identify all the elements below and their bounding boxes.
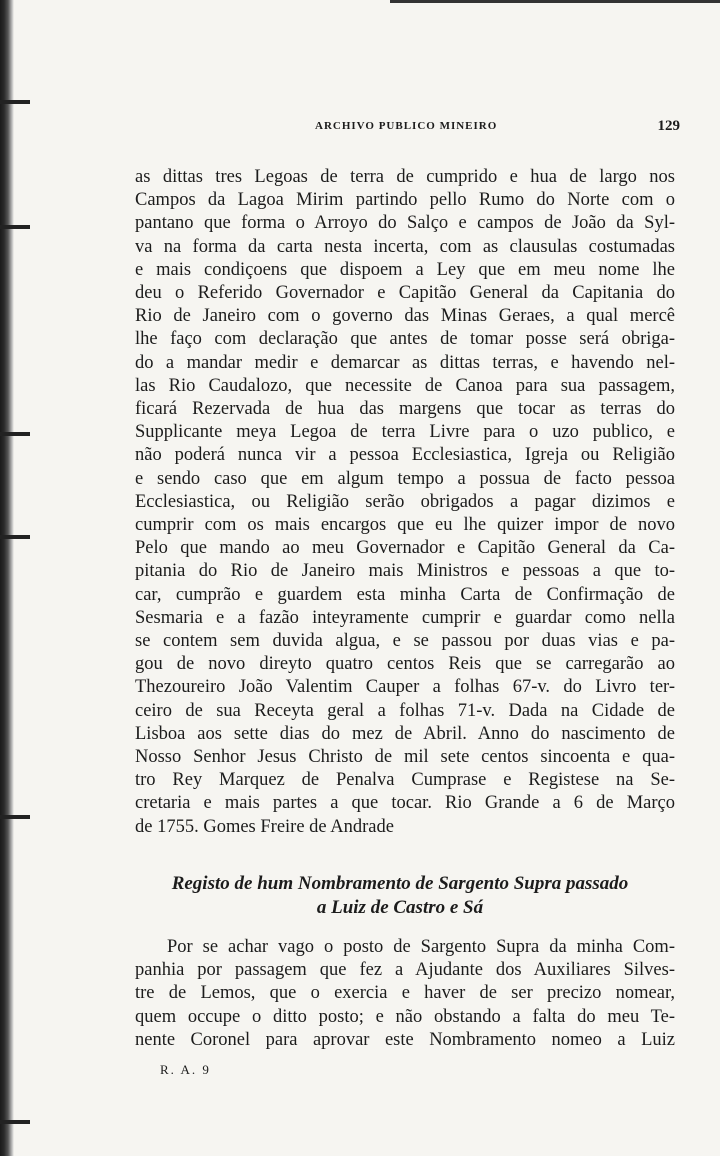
text-line: Lisboa aos sette dias do mez de Abril. Anno do nascimento de <box>135 723 675 744</box>
running-head: ARCHIVO PUBLICO MINEIRO <box>315 120 498 132</box>
text-line: não poderá nunca vir a pessoa Ecclesiastica, Igreja ou Religião <box>135 445 675 466</box>
text-line: ceiro de sua Receyta geral a folhas 71-v. Dada na Cidade de <box>135 700 675 721</box>
text-line: as dittas tres Legoas de terra de cumprido e hua de largo nos <box>135 167 675 187</box>
text-line: lhe faço com declaração que antes de tomar posse será obriga- <box>135 329 675 350</box>
text-line: va na forma da carta nesta incerta, com as clausulas costumadas <box>135 236 675 257</box>
binding-notch <box>0 225 30 229</box>
binding-notch <box>0 815 30 819</box>
text-line: de 1755. Gomes Freire de Andrade <box>135 816 394 837</box>
text-line: panhia por passagem que fez a Ajudante dos Auxiliares Silves- <box>135 960 675 981</box>
paragraph-two <box>135 936 675 1052</box>
text-line: nente Coronel para aprovar este Nombramento nomeo a Luiz <box>135 1029 675 1050</box>
text-line: Nosso Senhor Jesus Christo de mil sete centos sincoenta e qua- <box>135 747 675 768</box>
text-line: Supplicante meya Legoa de terra Livre para o uzo publico, e <box>135 422 675 443</box>
binding-notch <box>0 432 30 436</box>
text-line: ficará Rezervada de hua das margens que tocar as terras do <box>135 399 675 420</box>
text-line: tre de Lemos, que o exercia e haver de ser precizo nomear, <box>135 983 675 1004</box>
text-line: do a mandar medir e demarcar as dittas terras, e havendo nel- <box>135 352 675 373</box>
text-line: tro Rey Marquez de Penalva Cumprase e Registese na Se- <box>135 770 675 791</box>
text-line: cretaria e mais partes a que tocar. Rio Grande a 6 de Março <box>135 793 675 814</box>
text-line: Pelo que mando ao meu Governador e Capitão General da Ca- <box>135 538 675 559</box>
binding-notch <box>0 1120 30 1124</box>
text-line: las Rio Caudalozo, que necessite de Canoa para sua passagem, <box>135 375 675 396</box>
text-line: deu o Referido Governador e Capitão General da Capitania do <box>135 283 675 304</box>
top-edge-rule <box>390 0 720 3</box>
text-line: Sesmaria e a fazão inteyramente cumprir e guardar como nella <box>135 607 675 628</box>
book-binding-edge <box>0 0 14 1156</box>
binding-notch <box>0 535 30 539</box>
text-line: Thezoureiro João Valentim Cauper a folhas 67-v. do Livro ter- <box>135 677 675 698</box>
text-line: gou de novo direyto quatro centos Reis que se carregarão ao <box>135 654 675 675</box>
page-number: 129 <box>657 118 680 134</box>
text-line: Ecclesiastica, ou Religião serão obrigados a pagar dizimos e <box>135 491 675 512</box>
text-line: car, cumprão e guardem esta minha Carta de Confirmação de <box>135 584 675 605</box>
text-line: pitania do Rio de Janeiro mais Ministros e pessoas a que to- <box>135 561 675 582</box>
section-title-line: Registo de hum Nombramento de Sargento Supra passado <box>171 873 629 894</box>
binding-notch <box>0 100 30 104</box>
text-line: Rio de Janeiro com o governo das Minas Geraes, a qual mercê <box>135 306 675 327</box>
text-line: pantano que forma o Arroyo do Salço e campos de João da Syl- <box>135 213 675 234</box>
text-line: cumprir com os mais encargos que eu lhe quizer impor de novo <box>135 515 675 536</box>
section-title-line: a Luiz de Castro e Sá <box>316 897 484 918</box>
body-text <box>135 166 675 839</box>
text-line: se contem sem duvida algua, e se passou por duas vias e pa- <box>135 631 675 652</box>
signature-mark: R. A. 9 <box>160 1062 211 1077</box>
section-title <box>130 872 670 920</box>
text-line: Por se achar vago o posto de Sargento Supra da minha Com- <box>167 937 675 957</box>
text-line: quem occupe o ditto posto; e não obstando a falta do meu Te- <box>135 1006 675 1027</box>
text-line: e sendo caso que em algum tempo a possua de facto pessoa <box>135 468 675 489</box>
text-line: Campos da Lagoa Mirim partindo pello Rumo do Norte com o <box>135 190 675 211</box>
text-line: e mais condiçoens que dispoem a Ley que em meu nome lhe <box>135 259 675 280</box>
page-header <box>135 118 680 142</box>
